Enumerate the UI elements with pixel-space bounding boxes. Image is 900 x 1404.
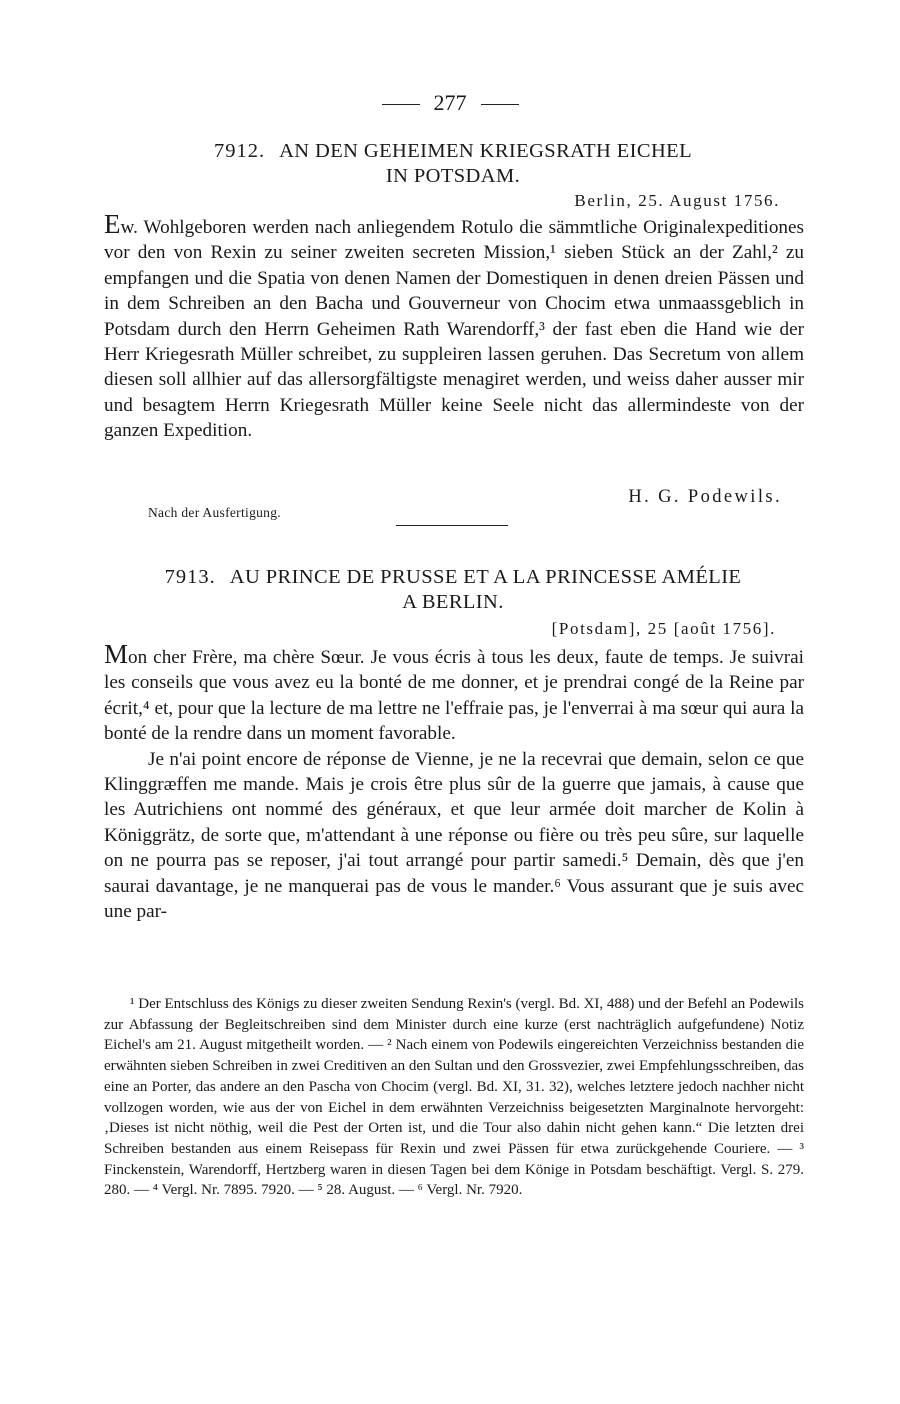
letter-number: 7912. [213,140,266,162]
section-divider-rule [396,525,508,526]
footnote-text: ¹ Der Entschluss des Königs zu dieser zweiten Sendung Rexin's (vergl. Bd. XI, 488) und der Befehl an Podewils zur Abfassung der Begleitschreiben sind dem Minister durch eine kurze (erst nachträglich aufgefundene) Notiz Eichel's am 21. August mitgetheilt worden. — ² Nach einem von Podewils eingereichten Verzeichniss bestanden die erwähnten sieben Schreiben in zwei Creditiven an den Sultan und den Grossvezier, zwei Empfehlungsschreiben, das eine an Porter, das andere an den Pascha von Chocim (vergl. Bd. XI, 31. 32), welches letztere jedoch nachher nicht vollzogen worden, wie aus der von Eichel in dem erwähnten Verzeichniss beigesetzten Marginalnote hervorgeht: ‚Dieses ist nicht nöthig, weil die Pest der Orten ist, und die Tour also dahin nicht gehen kann.“ Die letzten drei Schreiben bestanden aus einem Reisepass für Rexin und zwei Pässen für etwa zurückgehende Couriere. — ³ Finckenstein, Warendorff, Hertzberg waren in diesen Tagen bei dem Könige in Potsdam beschäftigt. Vergl. S. 279. 280. — ⁴ Vergl. Nr. 7895. 7920. — ⁵ 28. August. — ⁶ Vergl. Nr. 7920. [104,996,804,1199]
paragraph-text: on cher Frère, ma chère Sœur. Je vous écris à tous les deux, faute de temps. Je suivrai les conseils que vous avez eu la bonté de me donner, et je prendrai congé de la Reine par écrit,⁴ et, pour que la lecture de ma lettre ne l'effraie pas, je l'enverrai à ma sœur qui aura la bonté de la rendre dans un moment favorable. [104,647,804,745]
letter-paragraph: Je n'ai point encore de réponse de Vienne, je ne la recevrai que demain, selon ce que Klinggræffen me mande. Mais je crois être plus sûr de la guerre que jamais, à cause que les Autrichiens ont nommé des généraux, et que leur armée doit marcher de Kolin à Königgrätz, de sorte que, m'attendant à une réponse ou fière ou très peu sûre, sur laquelle on ne pourra pas se reposer, j'ai tout arrangé pour partir samedi.⁵ Demain, dès que j'en saurai davantage, je ne manquerai pas de vous le mander.⁶ Vous assurant que je suis avec une par- [104,748,804,923]
page-number-line [0,88,900,118]
initial-letter: M [104,639,129,669]
letter-body-7912 [104,209,804,444]
letter-heading-line1 [100,139,806,164]
letter-dateline-7913: [Potsdam], 25 [août 1756]. [551,619,776,638]
paragraph-text: w. Wohlgeboren werden nach anliegendem Rotulo die sämmtliche Originalexpeditiones vor den von Rexin zu seiner zweiten secreten Mission,¹ sieben Stück an der Zahl,² zu empfangen und die Spatia von denen Namen der Domestiquen in denen dreien Pässen und in dem Schreiben an den Bacha und Gouverneur von Chocim etwa unmaassgeblich in Potsdam durch den Herrn Geheimen Rath Warendorff,³ der fast eben die Hand wie der Herr Kriegesrath Müller schreibet, zu suppleiren lassen geruhen. Das Secretum von allem diesen soll allhier auf das allersorgfältigste menagiret werden, und weiss daher ausser mir und besagtem Herrn Kriegesrath Müller keine Seele nicht das allermindeste von der ganzen Expedition. [104,217,804,442]
letter-number: 7913. [164,566,216,588]
letter-title-line2: A BERLIN. [402,591,504,613]
letter-signature-7912: H. G. Podewils. [628,487,782,507]
letter-dateline-7912: Berlin, 25. August 1756. [574,191,780,210]
letter-heading-7912 [100,139,806,189]
letter-paragraph [104,639,804,747]
initial-letter: E [104,209,121,239]
page-number-dash-left [382,104,420,105]
letter-title-line1: AU PRINCE DE PRUSSE ET A LA PRINCESSE AMÉLIE [229,566,742,588]
letter-paragraph [104,209,804,444]
page-number-dash-right [481,104,519,105]
letter-heading-line1 [100,565,806,590]
page-number: 277 [433,90,467,115]
letter-title-line1: AN DEN GEHEIMEN KRIEGSRATH EICHEL [279,140,693,162]
footnotes [104,994,804,1201]
letter-heading-7913 [100,565,806,615]
letter-body-7913 [104,639,804,924]
letter-title-line2: IN POTSDAM. [385,165,521,187]
source-note-7912: Nach der Ausfertigung. [148,505,281,520]
